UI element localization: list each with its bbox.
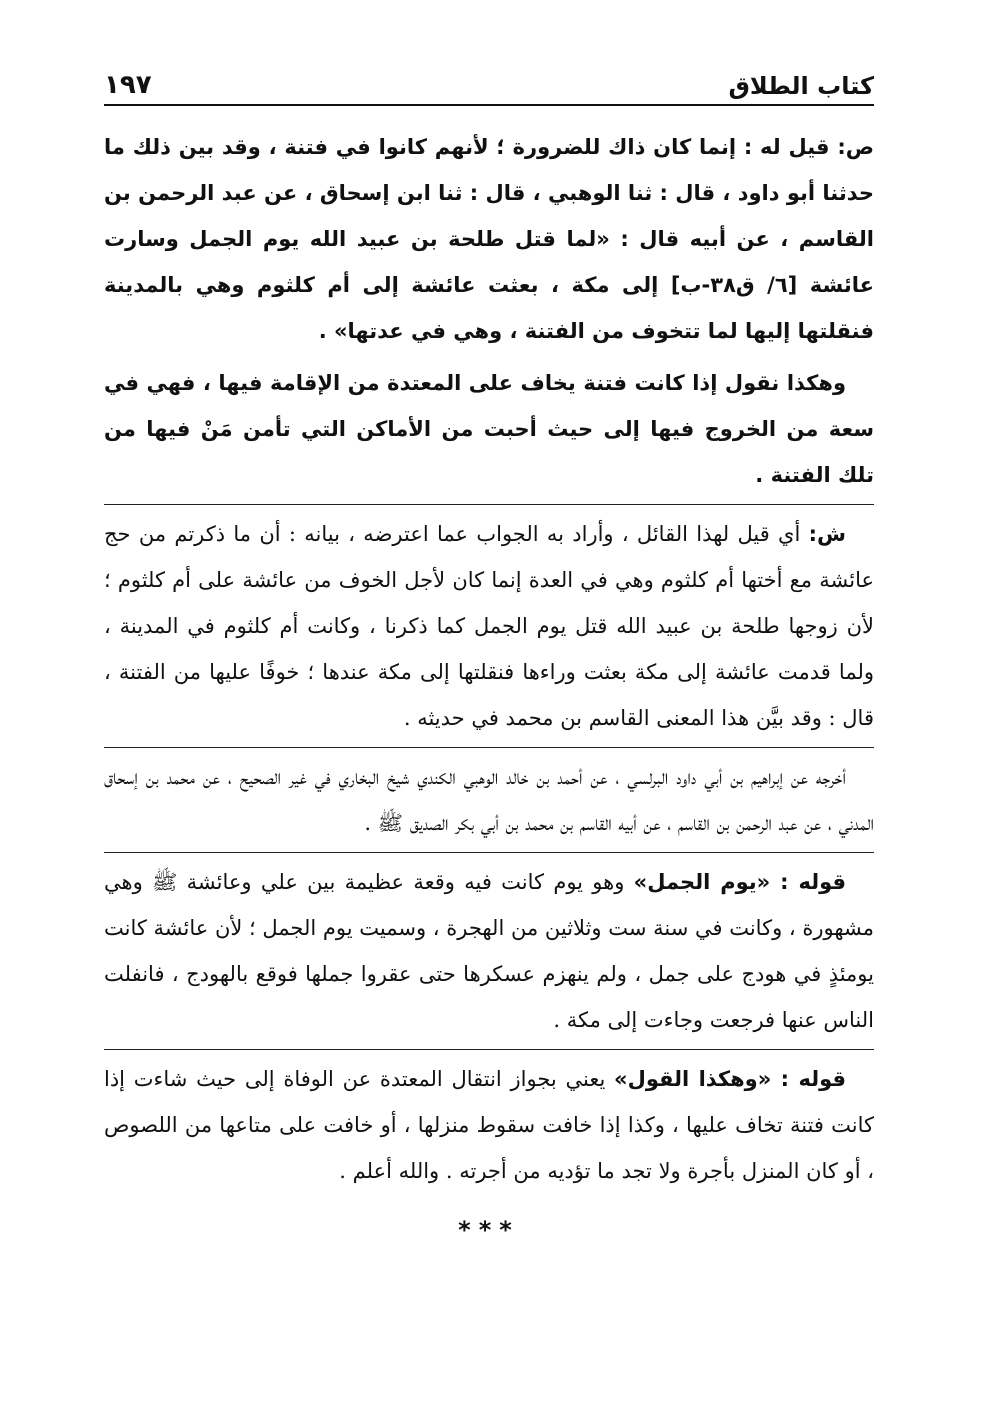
- sharh-marker: ش:: [808, 522, 846, 546]
- sharh-paragraph-4: [104, 1056, 874, 1194]
- matn-paragraph-1: ص: قيل له : إنما كان ذاك للضرورة ؛ لأنهم كانوا في فتنة ، وقد بين ذلك ما حدثنا أبو داود ، قال : ثنا الوهبي ، قال : ثنا ابن إسحاق ، عن عبد الرحمن بن القاسم ، عن أبيه قال : «لما قتل طلحة بن عبيد الله يوم الجمل وسارت عائشة [٦/ ق٣٨-ب] إلى مكة ، بعثت عائشة إلى أم كلثوم وهي بالمدينة فنقلتها إليها لما تتخوف من الفتنة ، وهي في عدتها» .: [104, 135, 874, 343]
- sharh-text-4: يعني بجواز انتقال المعتدة عن الوفاة إلى حيث شاءت إذا كانت فتنة تخاف عليها ، وكذا إذا خافت سقوط منزلها ، أو خافت على متاعها من اللصوص ، أو كان المنزل بأجرة ولا تجد ما تؤديه من أجرته . والله أعلم .: [104, 1067, 874, 1183]
- qawluhu-lead-1: قوله : «يوم الجمل»: [633, 870, 847, 894]
- qawluhu-lead-2: قوله : «وهكذا القول»: [614, 1067, 846, 1091]
- sharh-paragraph-3: [104, 859, 874, 1043]
- page-header: [104, 60, 874, 106]
- section-end-stars: ***: [458, 1216, 520, 1244]
- page-number: ١٩٧: [104, 70, 152, 100]
- sharh-paragraph-1: [104, 511, 874, 741]
- section-divider: [104, 1049, 874, 1050]
- sharh-text-3: وهو يوم كانت فيه وقعة عظيمة بين علي وعائشة ﷺ وهي مشهورة ، وكانت في سنة ست وثلاثين من الهجرة ، وسميت يوم الجمل ؛ لأن عائشة كانت يومئذٍ في هودج على جمل ، ولم ينهزم عسكرها حتى عقروا جملها فوقع بالهودج ، فانفلت الناس عنها فرجعت وجاءت إلى مكة .: [103, 870, 874, 1032]
- sharh-paragraph-2: أخرجه عن إبراهيم بن أبي داود البرلسي ، عن أحمد بن خالد الوهبي الكندي شيخ البخاري في غير الصحيح ، عن محمد بن إسحاق المدني ، عن عبد الرحمن بن القاسم ، عن أبيه القاسم بن محمد بن أبي بكر الصديق ﷺ .: [104, 765, 874, 835]
- section-divider: [104, 747, 874, 748]
- matn-paragraph-2: وهكذا نقول إذا كانت فتنة يخاف على المعتدة من الإقامة فيها ، فهي في سعة من الخروج فيها إلى حيث أحبت من الأماكن التي تأمن مَنْ فيها من تلك الفتنة .: [104, 371, 874, 487]
- page: [104, 60, 874, 1244]
- section-divider: [104, 852, 874, 853]
- sharh-text-1: أي قيل لهذا القائل ، وأراد به الجواب عما اعترضه ، بيانه : أن ما ذكرتم من حج عائشة مع أختها أم كلثوم وهي في العدة إنما كان لأجل الخوف من عائشة على أم كلثوم ؛ لأن زوجها طلحة بن عبيد الله قتل يوم الجمل كما ذكرنا ، وكانت أم كلثوم في المدينة ، ولما قدمت عائشة إلى مكة بعثت وراءها فنقلتها إلى مكة عندها ؛ خوفًا عليها من الفتنة ، قال : وقد بيَّن هذا المعنى القاسم بن محمد في حديثه .: [104, 522, 874, 730]
- chapter-title: كتاب الطلاق: [728, 72, 874, 100]
- section-divider: [104, 504, 874, 505]
